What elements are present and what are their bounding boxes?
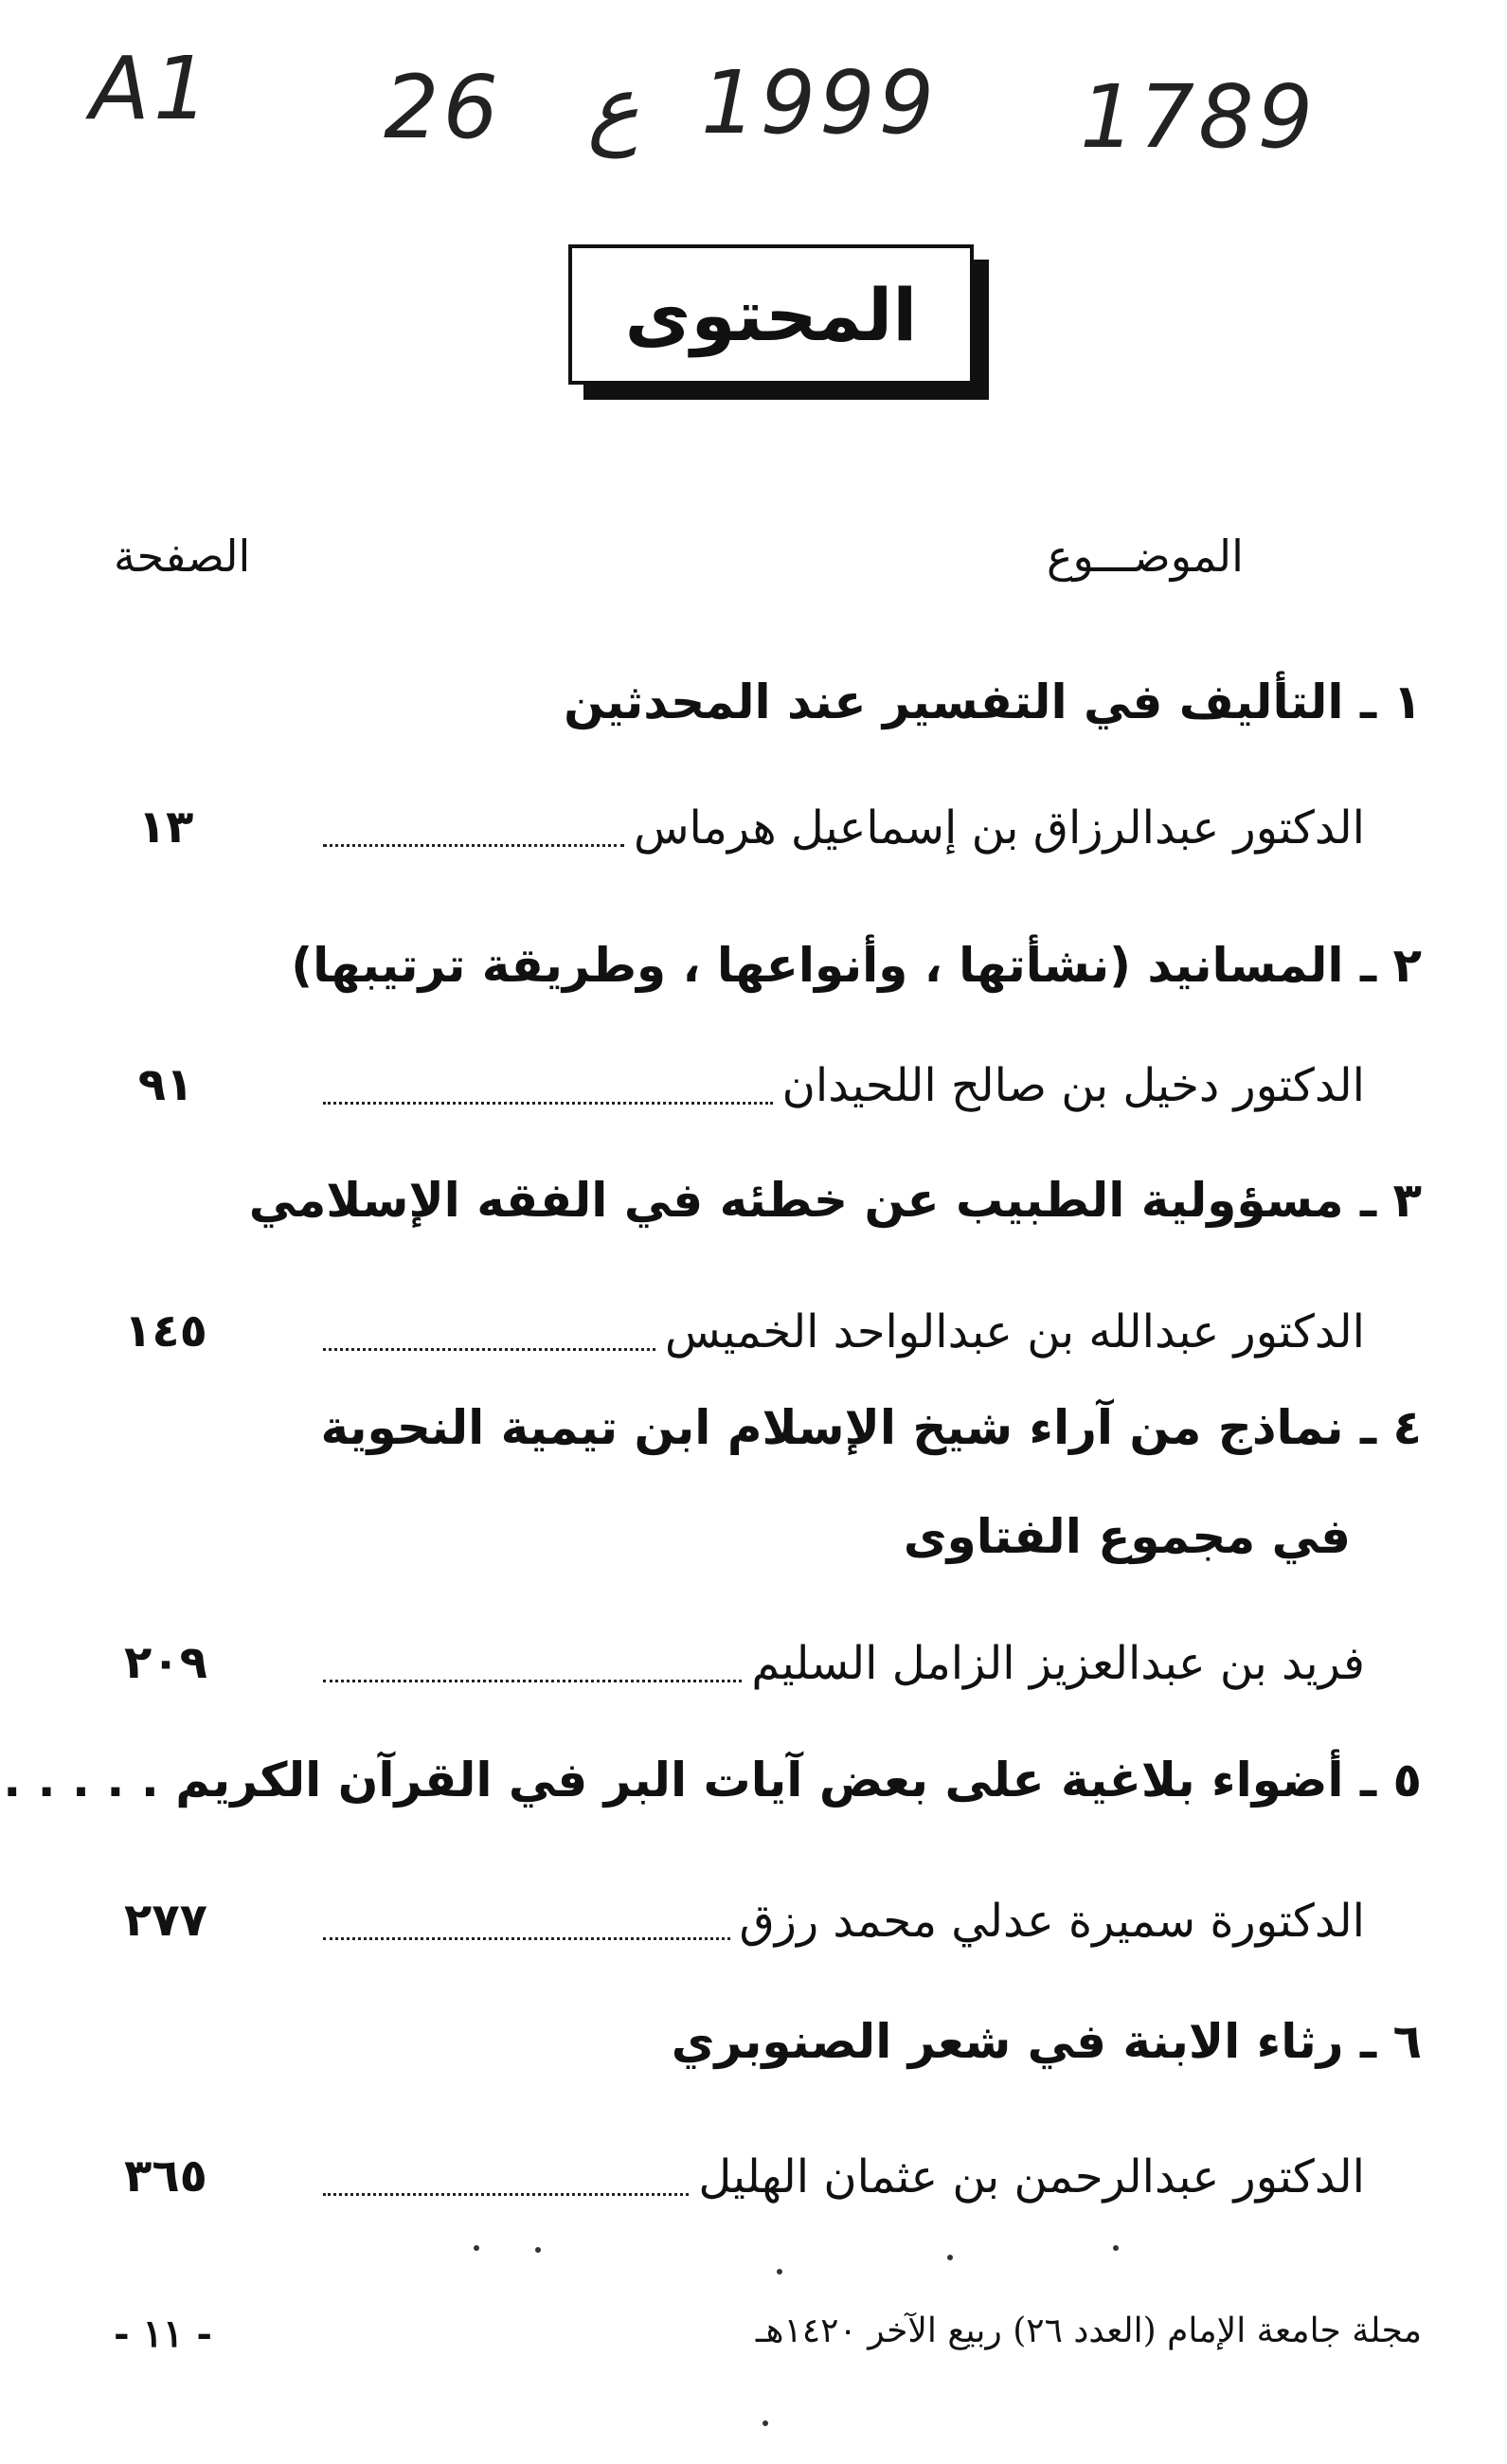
toc-author: الدكتور عبدالرحمن بن عثمان الهليل [698, 2150, 1365, 2203]
toc-author-row [323, 2143, 1365, 2211]
scan-speck [535, 2247, 541, 2253]
handwritten-ref: A1 [90, 38, 213, 139]
scan-speck [762, 2420, 768, 2426]
toc-author: الدكتور دخيل بن صالح اللحيدان [781, 1059, 1365, 1112]
toc-entry-title: ٤ ـ نماذج من آراء شيخ الإسلام ابن تيمية النحوية [320, 1400, 1422, 1455]
scan-speck [1113, 2245, 1119, 2251]
toc-entry-title: ٥ ـ أضواء بلاغية على بعض آيات البر في القرآن الكريم . . . . . [3, 1753, 1422, 1808]
toc-page-number: ٢٠٩ [124, 1636, 207, 1689]
toc-author: الدكتور عبدالرزاق بن إسماعيل هرماس [633, 801, 1365, 854]
leader-dots [323, 1928, 730, 1940]
toc-author-row [323, 794, 1365, 862]
toc-entry-title: ٢ ـ المسانيد (نشأتها ، وأنواعها ، وطريقة ترتيبها) [291, 938, 1422, 993]
toc-entry-title: ٣ ـ مسؤولية الطبيب عن خطئه في الفقه الإسلامي [248, 1173, 1422, 1228]
handwritten-issue: 26 [384, 57, 503, 158]
handwritten-code: 1789 [1080, 66, 1318, 168]
leader-dots [323, 1339, 655, 1351]
scan-speck [474, 2245, 479, 2251]
footer-page-number: - ١١ - [114, 2311, 213, 2356]
toc-author: الدكتور عبدالله بن عبدالواحد الخميس [665, 1305, 1365, 1358]
journal-footer: مجلة جامعة الإمام (العدد ٢٦) ربيع الآخر ١٤٢٠هـ [755, 2311, 1422, 2350]
toc-author-row [323, 1887, 1365, 1955]
leader-dots [323, 1092, 773, 1105]
toc-page-number: ١٣ [137, 800, 194, 854]
topic-column-header: الموضـــوع [1047, 531, 1244, 582]
toc-entry-title: ٦ ـ رثاء الابنة في شعر الصنوبري [671, 2014, 1422, 2069]
toc-author-row [323, 1052, 1365, 1120]
toc-entry-title-continued: في مجموع الفتاوى [903, 1509, 1351, 1564]
scan-speck [777, 2269, 782, 2275]
toc-author-row [323, 1298, 1365, 1366]
handwritten-year: 1999 [701, 52, 939, 153]
leader-dots [323, 835, 624, 847]
page-column-header: الصفحة [114, 531, 251, 582]
scan-speck [947, 2255, 953, 2260]
toc-page-number: ٩١ [137, 1058, 194, 1111]
leader-dots [323, 1670, 742, 1682]
handwritten-letter: ع [587, 57, 639, 158]
toc-page-number: ١٤٥ [124, 1304, 207, 1358]
toc-page-number: ٣٦٥ [124, 2149, 207, 2203]
toc-author: الدكتورة سميرة عدلي محمد رزق [739, 1895, 1365, 1948]
toc-entry-title: ١ ـ التأليف في التفسير عند المحدثين [564, 674, 1422, 729]
toc-author-row [323, 1629, 1365, 1698]
toc-author: فريد بن عبدالعزيز الزامل السليم [751, 1637, 1365, 1690]
leader-dots [323, 2184, 689, 2196]
toc-page-number: ٢٧٧ [124, 1894, 207, 1947]
page-title: المحتوى [568, 244, 974, 385]
